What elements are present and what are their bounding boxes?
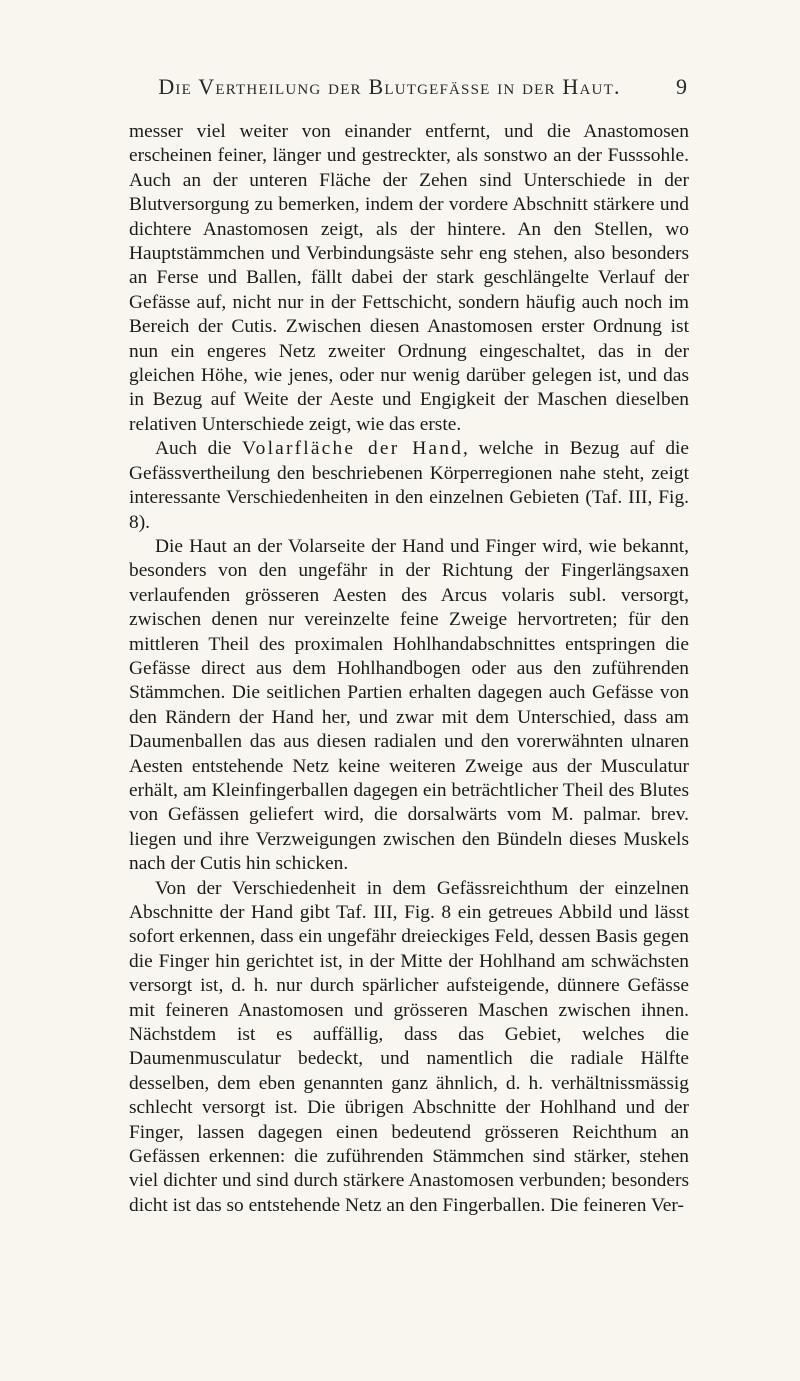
body-text (129, 120, 689, 1218)
paragraph (129, 120, 689, 437)
emphasized-term: Volarfläche der Hand (241, 438, 464, 460)
text-segment: messer viel weiter von einander entfernt, und die Anastomosen erscheinen feiner, länger und gestreckter, als sonstwo an der Fusssohle. Auch an der unteren Fläche der Zehen sind Unterschiede in der Blutversorgung zu bemerken, indem der vordere Abschnitt stärkere und dichtere Anastomosen zeigt, als der hintere. An den Stellen, wo Hauptstämmchen und Verbindungsäste sehr eng stehen, also besonders an Ferse und Ballen, fällt dabei der stark geschlängelte Verlauf der Gefässe auf, nicht nur in der Fettschicht, sondern häufig auch noch im Bereich der Cutis. Zwischen diesen Anastomosen erster Ordnung ist nun ein engeres Netz zweiter Ordnung eingeschaltet, das in der gleichen Höhe, wie jenes, oder nur wenig darüber gelegen ist, und das in Bezug auf Weite der Aeste und Engigkeit der Maschen dieselben relativen Unterschiede zeigt, wie das erste. (129, 121, 689, 435)
running-title: Die Vertheilung der Blutgefässe in der Haut. (158, 74, 621, 99)
text-segment: , welche in Bezug auf die Gefässvertheilung den beschriebenen Körperregionen nahe steht, zeigt interessante Verschiedenheiten in den einzelnen Gebieten (Taf. III, Fig. 8). (129, 438, 690, 533)
page-number: 9 (676, 74, 687, 99)
text-segment: Die Haut an der Volarseite der Hand und Finger wird, wie bekannt, besonders von den ungefähr in der Richtung der Fingerlängsaxen verlaufenden grösseren Aesten des Arcus volaris subl. versorgt, zwischen denen nur vereinzelte feine Zweige hervortreten; für den mittleren Theil des proximalen Hohlhandabschnittes entspringen die Gefässe direct aus dem Hohlhandbogen oder aus den zuführenden Stämmchen. Die seitlichen Partien erhalten dagegen auch Gefässe von den Rändern der Hand her, und zwar mit dem Unterschied, dass am Daumenballen das aus diesen radialen und den vorerwähnten ulnaren Aesten entstehende Netz keine weiteren Zweige aus der Musculatur erhält, am Kleinfingerballen dagegen ein beträchtlicher Theil des Blutes von Gefässen geliefert wird, die dorsalwärts vom M. palmar. brev. liegen und ihre Verzweigungen zwischen den Bündeln dieses Muskels nach der Cutis hin schicken. (129, 535, 689, 875)
running-head (132, 74, 687, 104)
paragraph (129, 877, 689, 1219)
paragraph (129, 535, 689, 877)
text-segment: Auch die (155, 438, 242, 460)
text-segment: Von der Verschiedenheit in dem Gefässreichthum der einzelnen Abschnitte der Hand gibt Taf. III, Fig. 8 ein getreues Abbild und lässt sofort erkennen, dass ein ungefähr dreieckiges Feld, dessen Basis gegen die Finger hin gerichtet ist, in der Mitte der Hohlhand am schwächsten versorgt ist, d. h. nur durch spärlicher aufsteigende, dünnere Gefässe mit feineren Anastomosen und grösseren Maschen zwischen ihnen. Nächstdem ist es auffällig, dass das Gebiet, welches die Daumenmusculatur bedeckt, und namentlich die radiale Hälfte desselben, dem eben genannten ganz ähnlich, d. h. verhältnissmässig schlecht versorgt ist. Die übrigen Abschnitte der Hohlhand und der Finger, lassen dagegen einen bedeutend grösseren Reichthum an Gefässen erkennen: die zuführenden Stämmchen sind stärker, stehen viel dichter und sind durch stärkere Anastomosen verbunden; besonders dicht ist das so entstehende Netz an den Fingerballen. Die feineren Ver- (129, 877, 689, 1216)
paragraph (129, 437, 689, 535)
